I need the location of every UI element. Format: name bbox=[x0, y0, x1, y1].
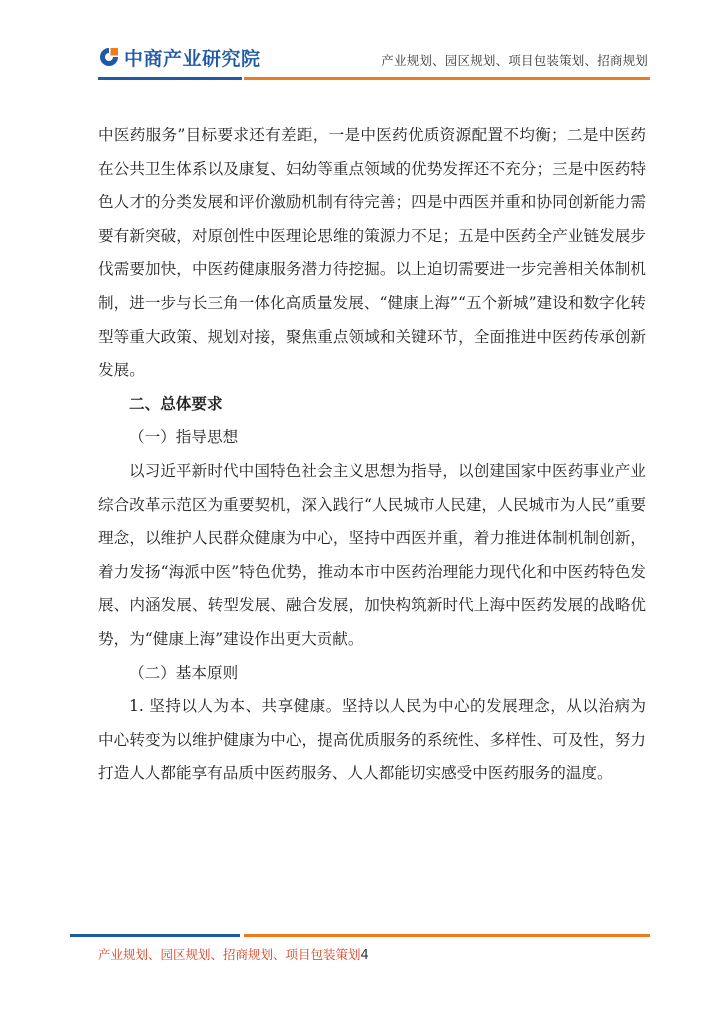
page-header bbox=[0, 0, 724, 90]
logo-text: 中商产业研究院 bbox=[124, 47, 261, 70]
header-divider-blue bbox=[98, 77, 242, 80]
footer-divider-blue bbox=[70, 934, 240, 937]
logo-icon bbox=[98, 46, 120, 68]
body-paragraph: 以习近平新时代中国特色社会主义思想为指导，以创建国家中医药事业产业综合改革示范区为重要契机，深入践行“人民城市人民建，人民城市为人民”重要理念，以维护人民群众健康为中心，坚持中西医并重，着力推进体制机制创新，着力发扬“海派中医”特色优势，推动本市中医药治理能力现代化和中医药特色发展、内涵发展、转型发展、融合发展，加快构筑新时代上海中医药发展的战略优势，为“健康上海”建设作出更大贡献。 bbox=[98, 461, 646, 648]
footer-divider-orange bbox=[244, 934, 650, 937]
subsection-heading: （一）指导思想 bbox=[129, 428, 239, 447]
subsection-heading: （二）基本原则 bbox=[129, 663, 239, 682]
body-paragraph: 中医药服务”目标要求还有差距，一是中医药优质资源配置不均衡；二是中医药在公共卫生体系以及康复、妇幼等重点领域的优势发挥还不充分；三是中医药特色人才的分类发展和评价激励机制有待完善；四是中西医并重和协同创新能力需要有新突破，对原创性中医理论思维的策源力不足；五是中医药全产业链发展步伐需要加快，中医药健康服务潜力待挖掘。以上迫切需要进一步完善相关体制机制，进一步与长三角一体化高质量发展、“健康上海”“五个新城”建设和数字化转型等重大政策、规划对接，聚焦重点领域和关键环节，全面推进中医药传承创新发展。 bbox=[98, 126, 646, 380]
page-footer bbox=[98, 945, 369, 963]
body-paragraph: 1. 坚持以人为本、共享健康。坚持以人民为中心的发展理念，从以治病为中心转变为以维护健康为中心，提高优质服务的系统性、多样性、可及性，努力打造人人都能享有品质中医药服务、人人都能切实感受中医药服务的温度。 bbox=[98, 697, 646, 783]
document-body bbox=[98, 119, 646, 791]
footer-slogan: 产业规划、园区规划、招商规划、项目包装策划 bbox=[98, 947, 361, 962]
brand-logo bbox=[98, 44, 261, 70]
page-number: 4 bbox=[360, 948, 369, 963]
header-slogan: 产业规划、园区规划、项目包装策划、招商规划 bbox=[381, 53, 648, 68]
header-divider-orange bbox=[244, 77, 650, 80]
section-heading: 二、总体要求 bbox=[129, 394, 223, 413]
